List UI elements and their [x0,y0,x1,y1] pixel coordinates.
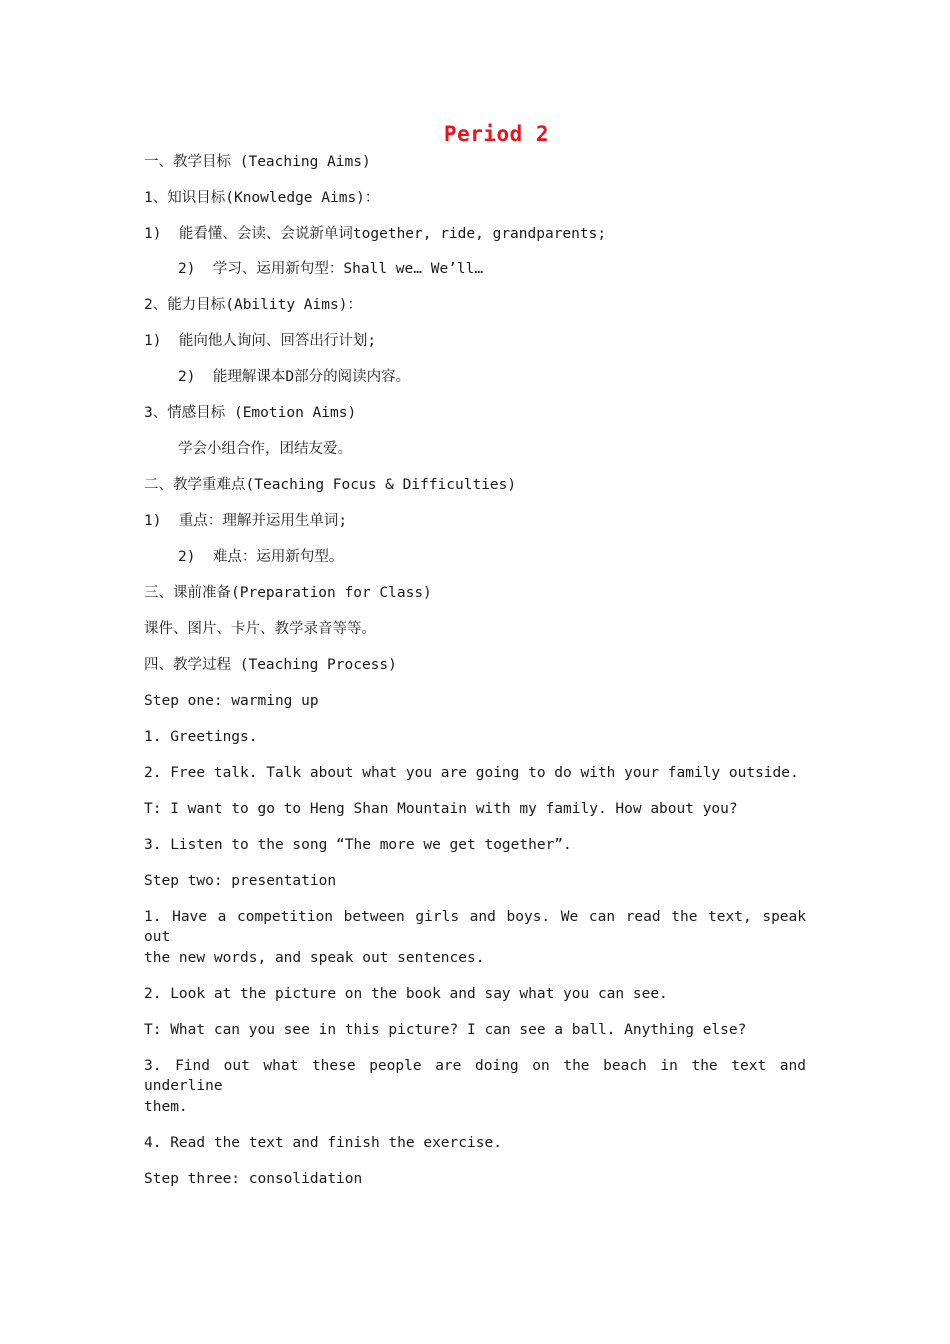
step-heading: Step two: presentation [144,873,337,889]
list-item: 4. Read the text and finish the exercise. [144,1135,502,1151]
step-heading: Step three: consolidation [144,1171,363,1187]
list-item: 1) 重点：理解并运用生单词; [144,513,348,529]
subsection-knowledge-aims: 1、知识目标(Knowledge Aims)： [144,190,380,206]
list-item: 3. Find out what these people are doing on the beach in the text and underline [144,1058,806,1094]
step-heading: Step one: warming up [144,693,319,709]
list-item: 2. Free talk. Talk about what you are going to do with your family outside. [144,765,799,781]
list-item: 1. Have a competition between girls and boys. We can read the text, speak out [144,909,806,945]
list-item: 2) 学习、运用新句型：Shall we… We’ll… [178,261,484,277]
subsection-emotion-aims: 3、情感目标 (Emotion Aims) [144,405,357,421]
paragraph: T: What can you see in this picture? I can see a ball. Anything else? [144,1022,747,1038]
section-heading-teaching-process: 四、教学过程 (Teaching Process) [144,657,397,673]
paragraph: 课件、图片、卡片、教学录音等等。 [144,621,376,637]
list-item: 2) 能理解课本D部分的阅读内容。 [178,369,411,385]
section-heading-preparation: 三、课前准备(Preparation for Class) [144,585,432,601]
list-item: 1. Greetings. [144,729,258,745]
list-item-continuation: the new words, and speak out sentences. [144,950,485,966]
list-item: 1) 能看懂、会读、会说新单词together, ride, grandparents; [144,226,607,242]
section-heading-teaching-aims: 一、教学目标 (Teaching Aims) [144,154,371,170]
page-title: Period 2 [443,122,550,146]
list-item: 3. Listen to the song “The more we get together”. [144,837,572,853]
section-heading-focus-difficulties: 二、教学重难点(Teaching Focus & Difficulties) [144,477,517,493]
list-item: 1) 能向他人询问、回答出行计划; [144,333,377,349]
list-item: 2) 难点：运用新句型。 [178,549,344,565]
list-item-continuation: them. [144,1099,188,1115]
paragraph: T: I want to go to Heng Shan Mountain with my family. How about you? [144,801,738,817]
subsection-ability-aims: 2、能力目标(Ability Aims)： [144,297,362,313]
paragraph: 学会小组合作，团结友爱。 [178,441,352,457]
list-item: 2. Look at the picture on the book and say what you can see. [144,986,668,1002]
